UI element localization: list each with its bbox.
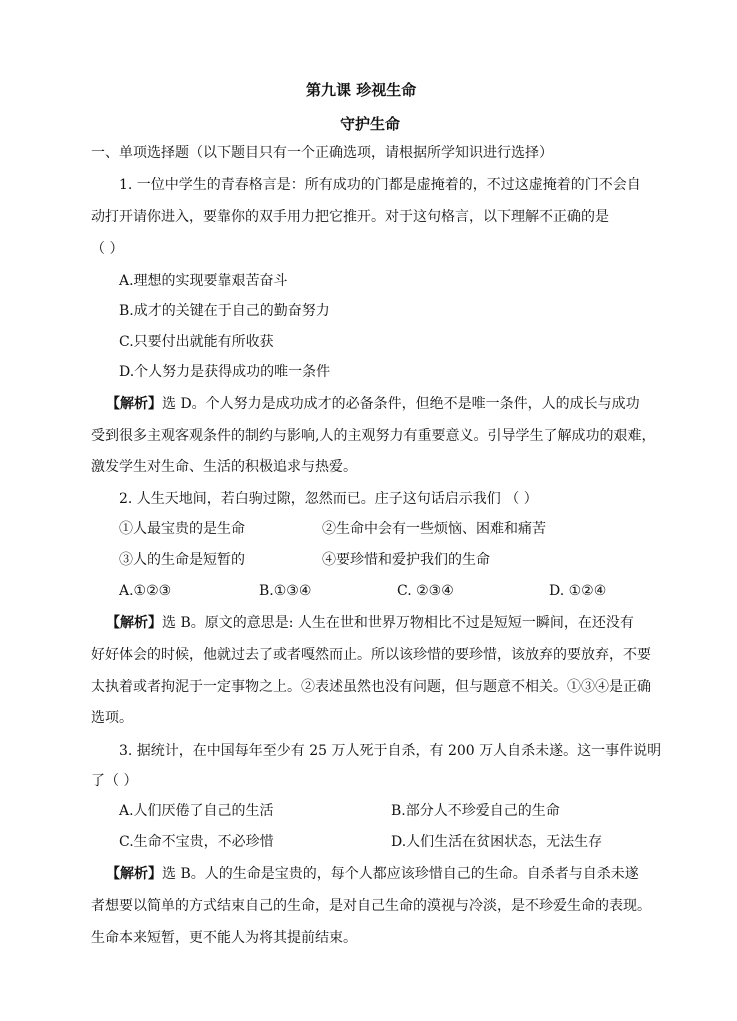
q1-option-c: C.只要付出就能有所收获 xyxy=(119,334,274,350)
page-subtitle: 守护生命 xyxy=(340,115,401,133)
q2-statement-2: ②生命中会有一些烦恼、困难和痛苦 xyxy=(322,521,546,537)
q3-option-a: A.人们厌倦了自己的生活 xyxy=(119,803,274,819)
q1-stem-line: 1. 一位中学生的青春格言是：所有成功的门都是虚掩着的，不过这虚掩着的门不会自 xyxy=(119,177,641,193)
page-title: 第九课 珍视生命 xyxy=(306,81,417,99)
analysis-tag: 【解析】 xyxy=(106,866,162,882)
q2-option-b: B.①③④ xyxy=(259,583,312,599)
q1-stem-line: （ ） xyxy=(91,241,124,257)
analysis-tag: 【解析】 xyxy=(106,396,162,412)
q2-analysis-line: 好好体会的时候，他就过去了或者嘎然而止。所以该珍惜的要珍惜，该放弃的要放弃，不要 xyxy=(91,647,651,663)
q1-analysis-line xyxy=(106,394,640,414)
q3-option-d: D.人们生活在贫困状态，无法生存 xyxy=(391,834,603,850)
q1-option-d: D.个人努力是获得成功的唯一条件 xyxy=(119,364,331,380)
q2-option-a: A.①②③ xyxy=(119,583,172,599)
q2-option-c: C. ②③④ xyxy=(397,583,454,599)
q1-option-a: A.理想的实现要靠艰苦奋斗 xyxy=(119,273,288,289)
analysis-text: 选 B。人的生命是宝贵的，每个人都应该珍惜自己的生命。自杀者与自杀未遂 xyxy=(162,866,639,882)
q2-statement-3: ③人的生命是短暂的 xyxy=(119,552,245,568)
q3-analysis-line: 者想要以简单的方式结束自己的生命，是对自己生命的漠视与冷淡，是不珍爱生命的表现。 xyxy=(91,898,651,914)
q1-analysis-line: 激发学生对生命、生活的积极追求与热爱。 xyxy=(91,459,357,475)
q1-analysis-line: 受到很多主观客观条件的制约与影响,人的主观努力有重要意义。引导学生了解成功的艰难， xyxy=(91,428,656,444)
analysis-text: 选 D。个人努力是成功成才的必备条件，但绝不是唯一条件，人的成长与成功 xyxy=(162,396,640,412)
q3-analysis-line: 生命本来短暂，更不能人为将其提前结束。 xyxy=(91,930,357,946)
q2-stem-line: 2. 人生天地间，若白驹过隙，忽然而已。庄子这句话启示我们 （ ） xyxy=(119,491,538,507)
q2-analysis-line: 太执着或者拘泥于一定事物之上。②表述虽然也没有问题，但与题意不相关。①③④是正确 xyxy=(91,679,651,695)
q2-analysis-line: 选项。 xyxy=(91,710,133,726)
q2-analysis-line xyxy=(106,613,634,633)
q1-stem-line: 动打开请你进入，要靠你的双手用力把它推开。对于这句格言，以下理解不正确的是 xyxy=(91,209,609,225)
q3-option-b: B.部分人不珍爱自己的生命 xyxy=(391,803,560,819)
analysis-tag: 【解析】 xyxy=(106,615,162,631)
q2-statement-1: ①人最宝贵的是生命 xyxy=(119,521,245,537)
q1-option-b: B.成才的关键在于自己的勤奋努力 xyxy=(119,303,330,319)
q3-stem-line: 3. 据统计，在中国每年至少有 25 万人死于自杀，有 200 万人自杀未遂。这一事件说明 xyxy=(119,743,662,759)
q3-stem-line: 了（ ） xyxy=(91,773,138,789)
q2-statement-4: ④要珍惜和爱护我们的生命 xyxy=(322,552,490,568)
q3-option-c: C.生命不宝贵，不必珍惜 xyxy=(119,834,274,850)
q2-option-d: D. ①②④ xyxy=(549,583,607,599)
section-heading: 一、单项选择题（以下题目只有一个正确选项，请根据所学知识进行选择） xyxy=(91,145,553,161)
analysis-text: 选 B。原文的意思是: 人生在世和世界万物相比不过是短短一瞬间，在还没有 xyxy=(162,615,634,631)
q3-analysis-line xyxy=(106,864,639,884)
